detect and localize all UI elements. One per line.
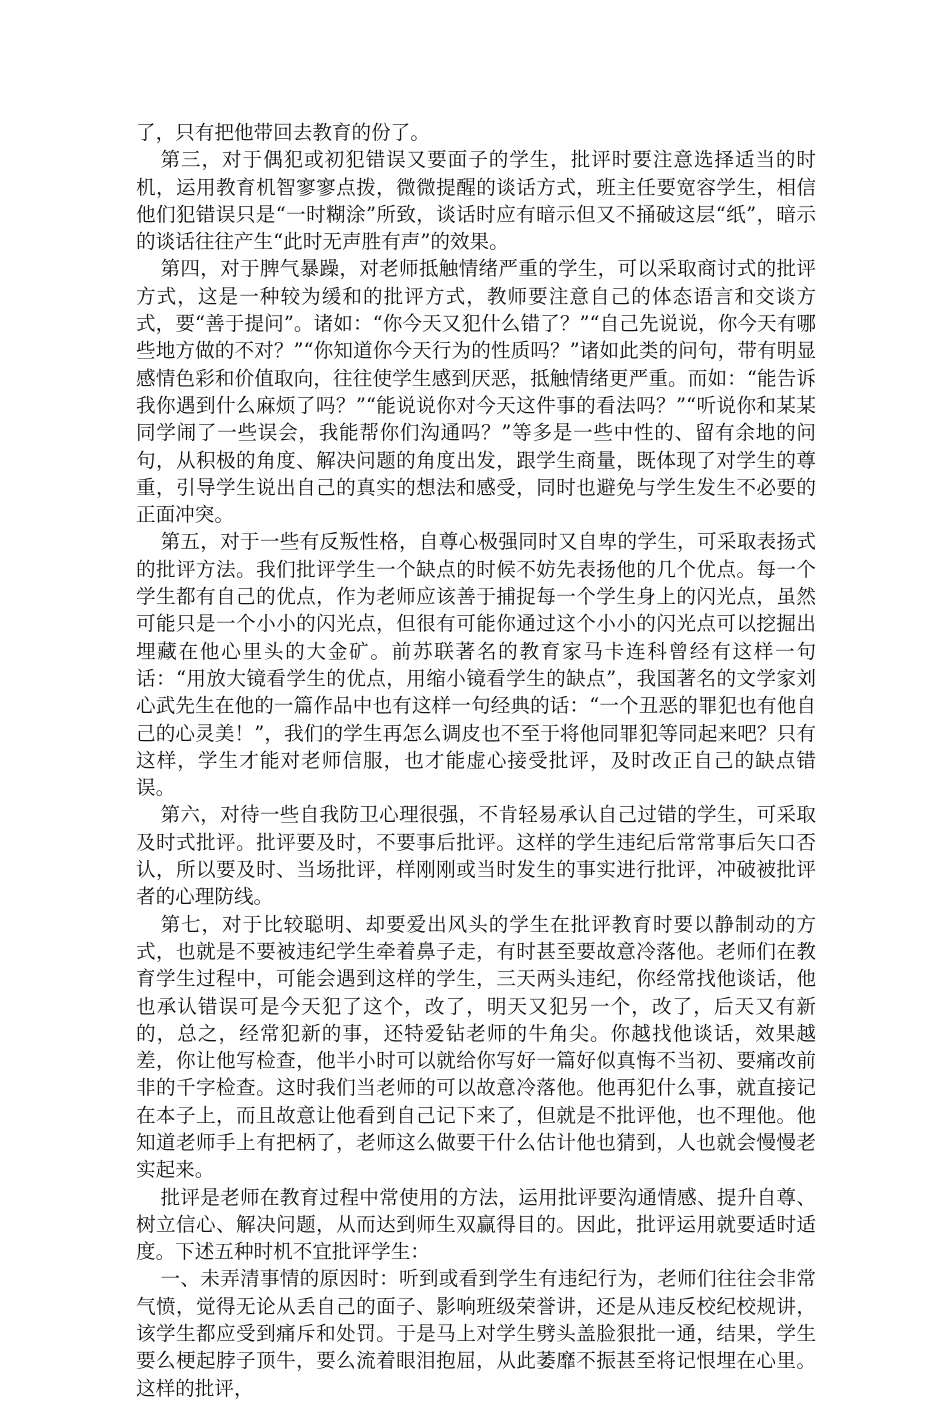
paragraph-fourth-method: 第四，对于脾气暴躁，对老师抵触情绪严重的学生，可以采取商讨式的批评方式，这是一种较为缓和的批评方式，教师要注意自己的体态语言和交谈方式，要“善于提问”。诸如：“你今天又犯什么错了？”“自己先说说，你今天有哪些地方做的不对？”“你知道你今天行为的性质吗？”诸如此类的问句，带有明显感情色彩和价值取向，往往使学生感到厌恶，抵触情绪更严重。而如：“能告诉我你遇到什么麻烦了吗？”“能说说你对今天这件事的看法吗？”“听说你和某某同学闹了一些误会，我能帮你们沟通吗？”等多是一些中性的、留有余地的问句，从积极的角度、解决问题的角度出发，跟学生商量，既体现了对学生的尊重，引导学生说出自己的真实的想法和感受，同时也避免与学生发生不必要的正面冲突。	[136, 257, 816, 527]
body-text	[136, 119, 816, 1402]
paragraph-first-inappropriate-time: 一、未弄清事情的原因时：听到或看到学生有违纪行为，老师们往往会非常气愤，觉得无论从丢自己的面子、影响班级荣誉讲，还是从违反校纪校规讲，该学生都应受到痛斥和处罚。于是马上对学生劈头盖脸狠批一通，结果，学生要么梗起脖子顶牛，要么流着眼泪抱屈，从此萎靡不振甚至将记恨埋在心里。这样的批评，	[136, 1267, 816, 1400]
paragraph-seventh-method: 第七，对于比较聪明、却要爱出风头的学生在批评教育时要以静制动的方式，也就是不要被违纪学生牵着鼻子走，有时甚至要故意冷落他。老师们在教育学生过程中，可能会遇到这样的学生，三天两头违纪，你经常找他谈话，他也承认错误可是今天犯了这个，改了，明天又犯另一个，改了，后天又有新的，总之，经常犯新的事，还特爱钻老师的牛角尖。你越找他谈话，效果越差，你让他写检查，他半小时可以就给你写好一篇好似真悔不当初、要痛改前非的千字检查。这时我们当老师的可以故意冷落他。他再犯什么事，就直接记在本子上，而且故意让他看到自己记下来了，但就是不批评他，也不理他。他知道老师手上有把柄了，老师这么做要干什么估计他也猜到，人也就会慢慢老实起来。	[136, 912, 816, 1182]
paragraph-fifth-method: 第五，对于一些有反叛性格，自尊心极强同时又自卑的学生，可采取表扬式的批评方法。我们批评学生一个缺点的时候不妨先表扬他的几个优点。每一个学生都有自己的优点，作为老师应该善于捕捉每一个学生身上的闪光点，虽然可能只是一个小小的闪光点，但很有可能你通过这个小小的闪光点可以挖掘出埋藏在他心里头的大金矿。前苏联著名的教育家马卡连科曾经有这样一句话：“用放大镜看学生的优点，用缩小镜看学生的缺点”，我国著名的文学家刘心武先生在他的一篇作品中也有这样一句经典的话：“一个丑恶的罪犯也有他自己的心灵美！”，我们的学生再怎么调皮也不至于将他同罪犯等同起来吧？只有这样，学生才能对老师信服，也才能虚心接受批评，及时改正自己的缺点错误。	[136, 530, 816, 800]
paragraph-sixth-method: 第六，对待一些自我防卫心理很强，不肯轻易承认自己过错的学生，可采取及时式批评。批评要及时，不要事后批评。这样的学生违纪后常常事后矢口否认，所以要及时、当场批评，样刚刚或当时发生的事实进行批评，冲破被批评者的心理防线。	[136, 803, 816, 909]
paragraph-criticism-summary: 批评是老师在教育过程中常使用的方法，运用批评要沟通情感、提升自尊、树立信心、解决问题，从而达到师生双赢得目的。因此，批评运用就要适时适度。下述五种时机不宜批评学生：	[136, 1185, 816, 1264]
paragraph-continuation: 了，只有把他带回去教育的份了。	[136, 121, 430, 144]
paragraph-third-method: 第三，对于偶犯或初犯错误又要面子的学生，批评时要注意选择适当的时机，运用教育机智寥寥点拨，微微提醒的谈话方式，班主任要宽容学生，相信他们犯错误只是“一时糊涂”所致，谈话时应有暗示但又不捅破这层“纸”，暗示的谈话往往产生“此时无声胜有声”的效果。	[136, 148, 816, 254]
